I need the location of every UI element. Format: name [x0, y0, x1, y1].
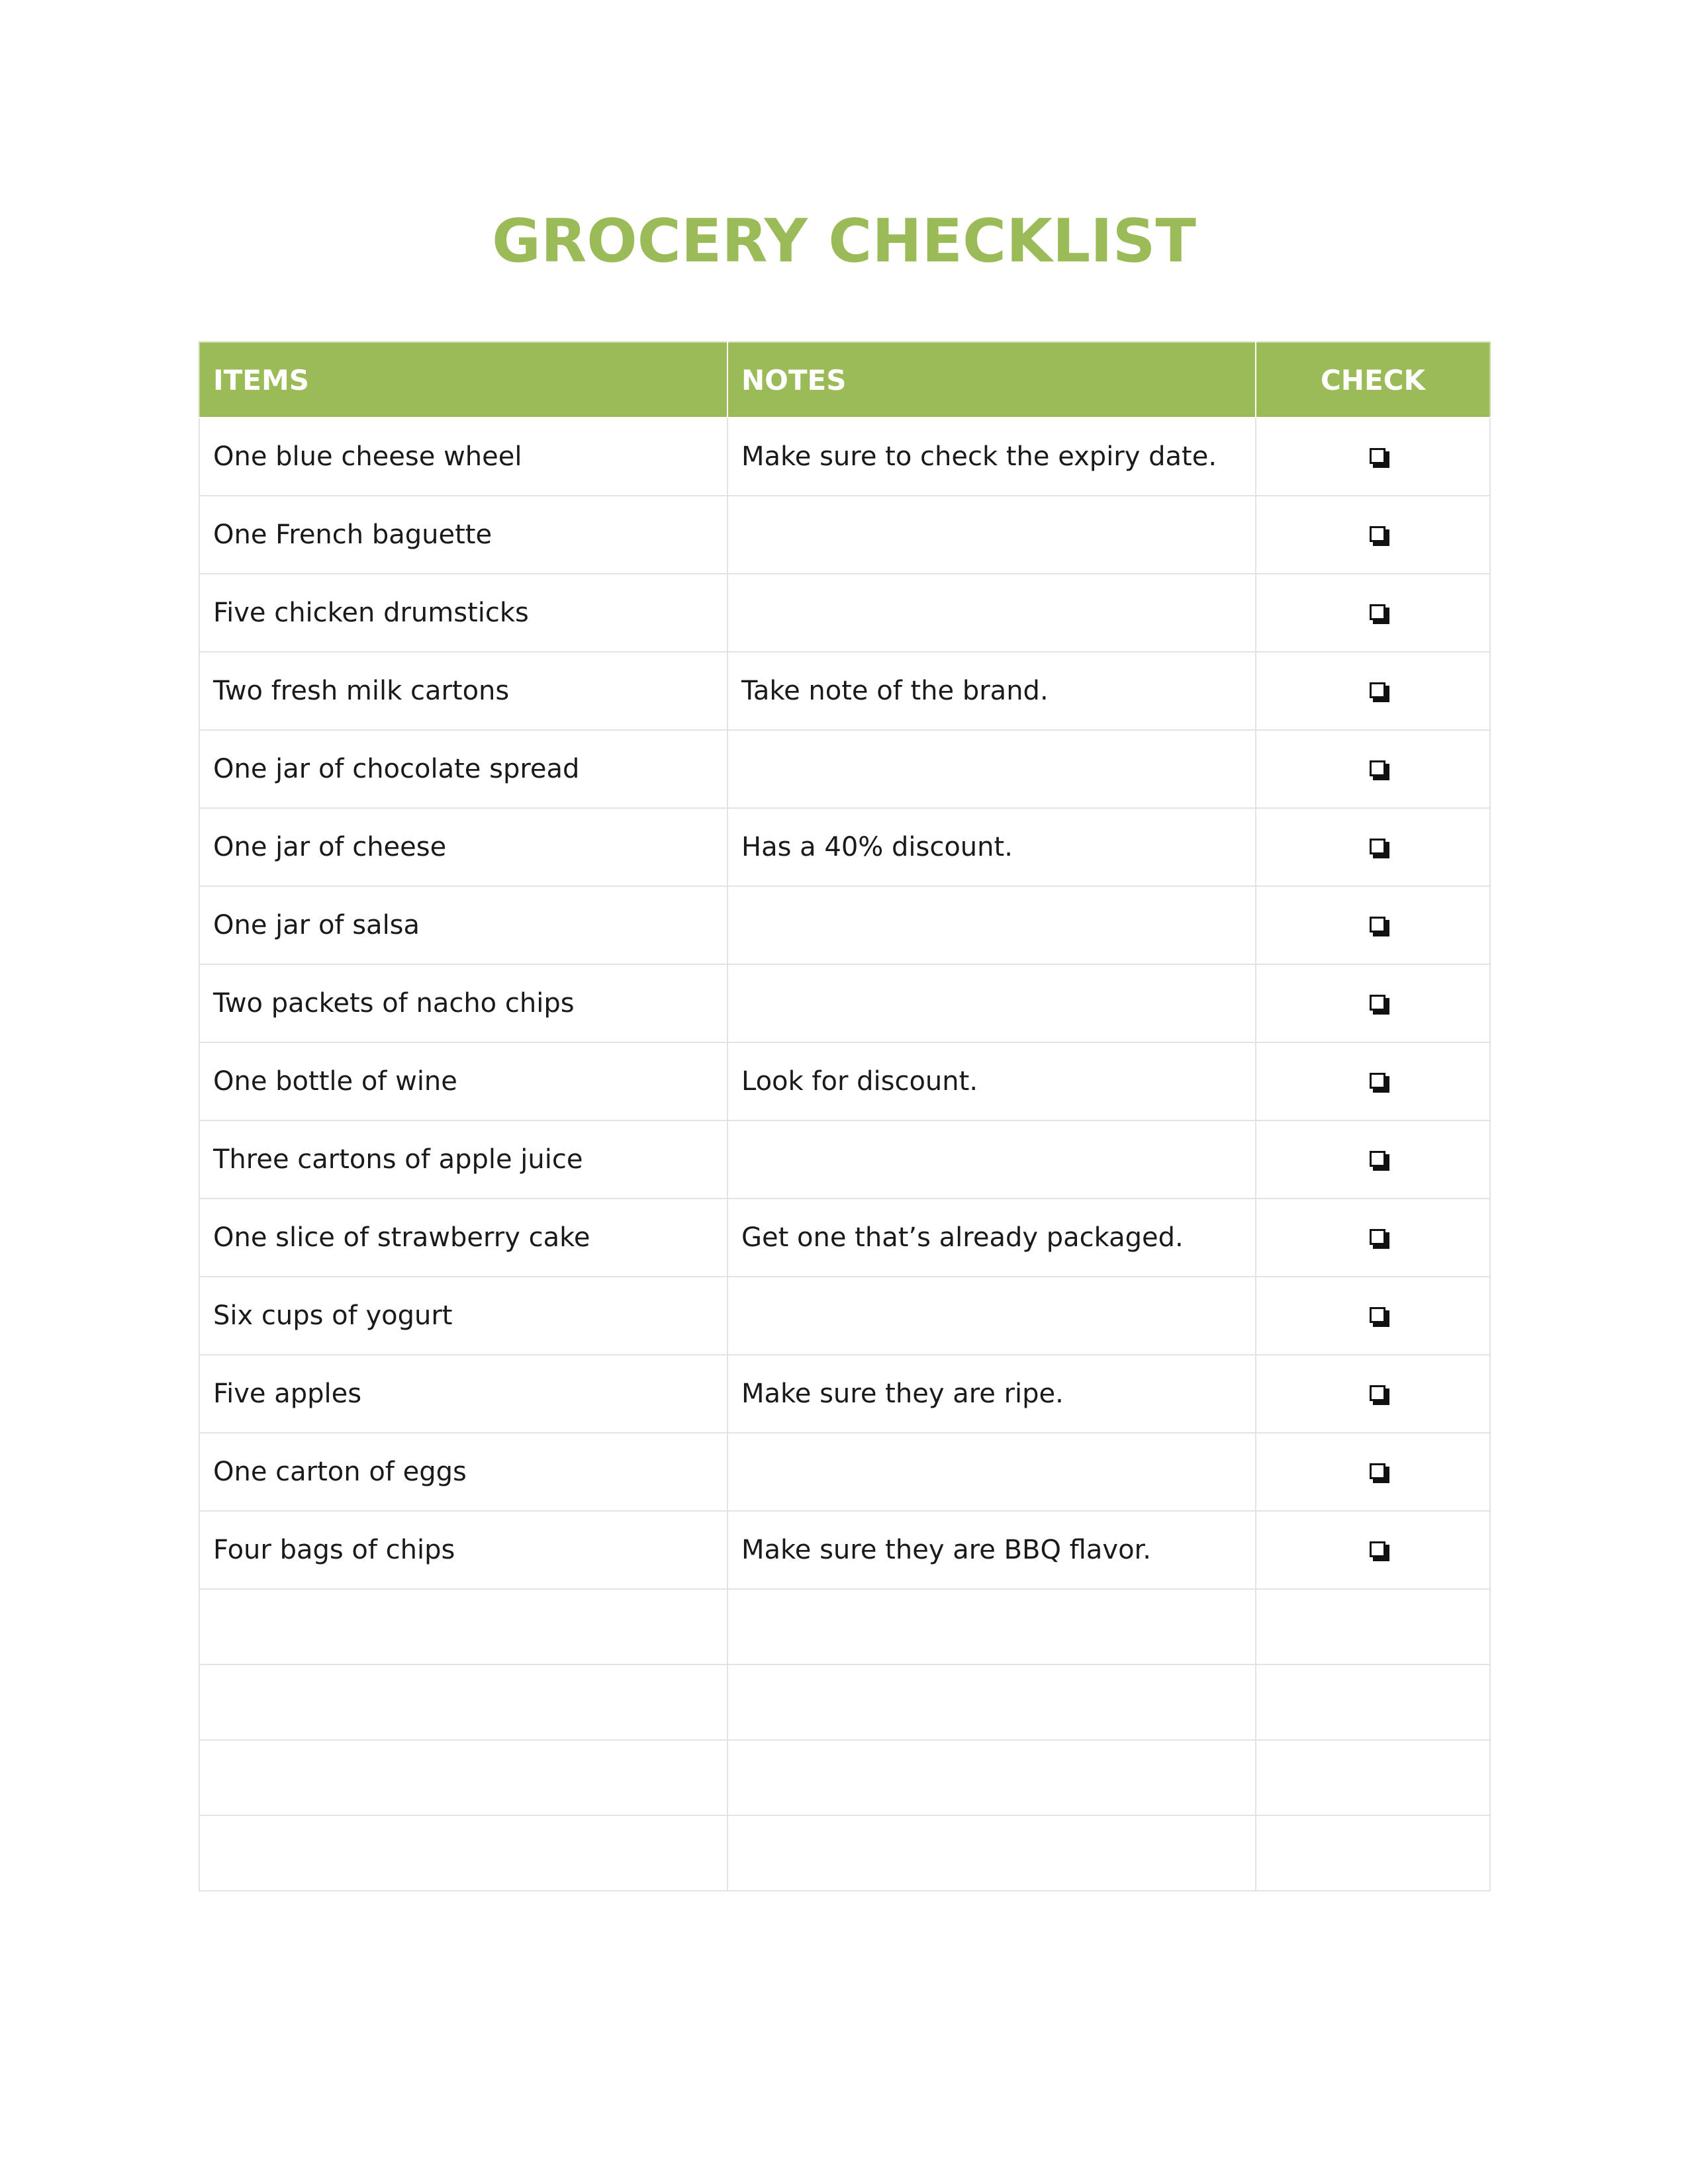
check-cell [1256, 418, 1490, 496]
table-row [199, 496, 1490, 574]
item-cell: Six cups of yogurt [199, 1277, 727, 1355]
item-cell: One jar of cheese [199, 808, 727, 886]
checkbox-icon[interactable] [1370, 839, 1389, 858]
note-cell: Make sure they are ripe. [727, 1355, 1256, 1433]
note-cell [727, 1589, 1256, 1664]
item-cell [199, 1589, 727, 1664]
header-check: CHECK [1256, 342, 1490, 418]
table-row [199, 1120, 1490, 1199]
note-cell [727, 1277, 1256, 1355]
note-cell: Take note of the brand. [727, 652, 1256, 730]
table-header-row [199, 342, 1490, 418]
checkbox-icon[interactable] [1370, 917, 1389, 936]
item-cell: One bottle of wine [199, 1042, 727, 1120]
table-row [199, 574, 1490, 652]
grocery-table [199, 341, 1491, 1891]
checkbox-icon[interactable] [1370, 448, 1389, 468]
table-row [199, 652, 1490, 730]
check-cell [1256, 1120, 1490, 1199]
table-row [199, 886, 1490, 964]
page-title: GROCERY CHECKLIST [492, 206, 1196, 276]
checkbox-icon[interactable] [1370, 760, 1389, 780]
empty-table-row [199, 1740, 1490, 1815]
item-cell [199, 1815, 727, 1891]
note-cell: Look for discount. [727, 1042, 1256, 1120]
table-row [199, 1433, 1490, 1511]
note-cell [727, 964, 1256, 1042]
checkbox-icon[interactable] [1370, 1385, 1389, 1405]
table-row [199, 964, 1490, 1042]
item-cell [199, 1664, 727, 1740]
item-cell: One jar of salsa [199, 886, 727, 964]
item-cell: One carton of eggs [199, 1433, 727, 1511]
check-cell [1256, 574, 1490, 652]
note-cell [727, 1120, 1256, 1199]
table-row [199, 1511, 1490, 1589]
empty-table-row [199, 1815, 1490, 1891]
note-cell [727, 496, 1256, 574]
note-cell: Make sure they are BBQ flavor. [727, 1511, 1256, 1589]
check-cell [1256, 886, 1490, 964]
table-row [199, 418, 1490, 496]
checkbox-icon[interactable] [1370, 1151, 1389, 1171]
header-items: ITEMS [199, 342, 727, 418]
check-cell [1256, 1433, 1490, 1511]
checkbox-icon[interactable] [1370, 995, 1389, 1015]
item-cell: One blue cheese wheel [199, 418, 727, 496]
table-row [199, 1277, 1490, 1355]
check-cell [1256, 808, 1490, 886]
note-cell [727, 730, 1256, 808]
note-cell [727, 574, 1256, 652]
item-cell: One slice of strawberry cake [199, 1199, 727, 1277]
note-cell: Make sure to check the expiry date. [727, 418, 1256, 496]
table-row [199, 730, 1490, 808]
check-cell [1256, 1589, 1490, 1664]
note-cell [727, 1433, 1256, 1511]
table-row [199, 1199, 1490, 1277]
header-notes: NOTES [727, 342, 1256, 418]
table-body [199, 418, 1490, 1891]
item-cell: Five apples [199, 1355, 727, 1433]
table-row [199, 1355, 1490, 1433]
note-cell: Get one that’s already packaged. [727, 1199, 1256, 1277]
checkbox-icon[interactable] [1370, 1307, 1389, 1327]
check-cell [1256, 1199, 1490, 1277]
checkbox-icon[interactable] [1370, 1229, 1389, 1249]
check-cell [1256, 964, 1490, 1042]
item-cell: Two packets of nacho chips [199, 964, 727, 1042]
checkbox-icon[interactable] [1370, 1463, 1389, 1483]
table-row [199, 1042, 1490, 1120]
check-cell [1256, 1740, 1490, 1815]
item-cell: One French baguette [199, 496, 727, 574]
empty-table-row [199, 1589, 1490, 1664]
note-cell [727, 886, 1256, 964]
check-cell [1256, 1355, 1490, 1433]
note-cell: Has a 40% discount. [727, 808, 1256, 886]
check-cell [1256, 1511, 1490, 1589]
checkbox-icon[interactable] [1370, 604, 1389, 624]
table-row [199, 808, 1490, 886]
item-cell: One jar of chocolate spread [199, 730, 727, 808]
item-cell: Five chicken drumsticks [199, 574, 727, 652]
note-cell [727, 1815, 1256, 1891]
item-cell [199, 1740, 727, 1815]
check-cell [1256, 1815, 1490, 1891]
checkbox-icon[interactable] [1370, 682, 1389, 702]
checkbox-icon[interactable] [1370, 526, 1389, 546]
checkbox-icon[interactable] [1370, 1073, 1389, 1093]
item-cell: Two fresh milk cartons [199, 652, 727, 730]
check-cell [1256, 496, 1490, 574]
check-cell [1256, 730, 1490, 808]
empty-table-row [199, 1664, 1490, 1740]
check-cell [1256, 1042, 1490, 1120]
check-cell [1256, 1664, 1490, 1740]
check-cell [1256, 652, 1490, 730]
checkbox-icon[interactable] [1370, 1541, 1389, 1561]
note-cell [727, 1664, 1256, 1740]
note-cell [727, 1740, 1256, 1815]
item-cell: Four bags of chips [199, 1511, 727, 1589]
check-cell [1256, 1277, 1490, 1355]
item-cell: Three cartons of apple juice [199, 1120, 727, 1199]
